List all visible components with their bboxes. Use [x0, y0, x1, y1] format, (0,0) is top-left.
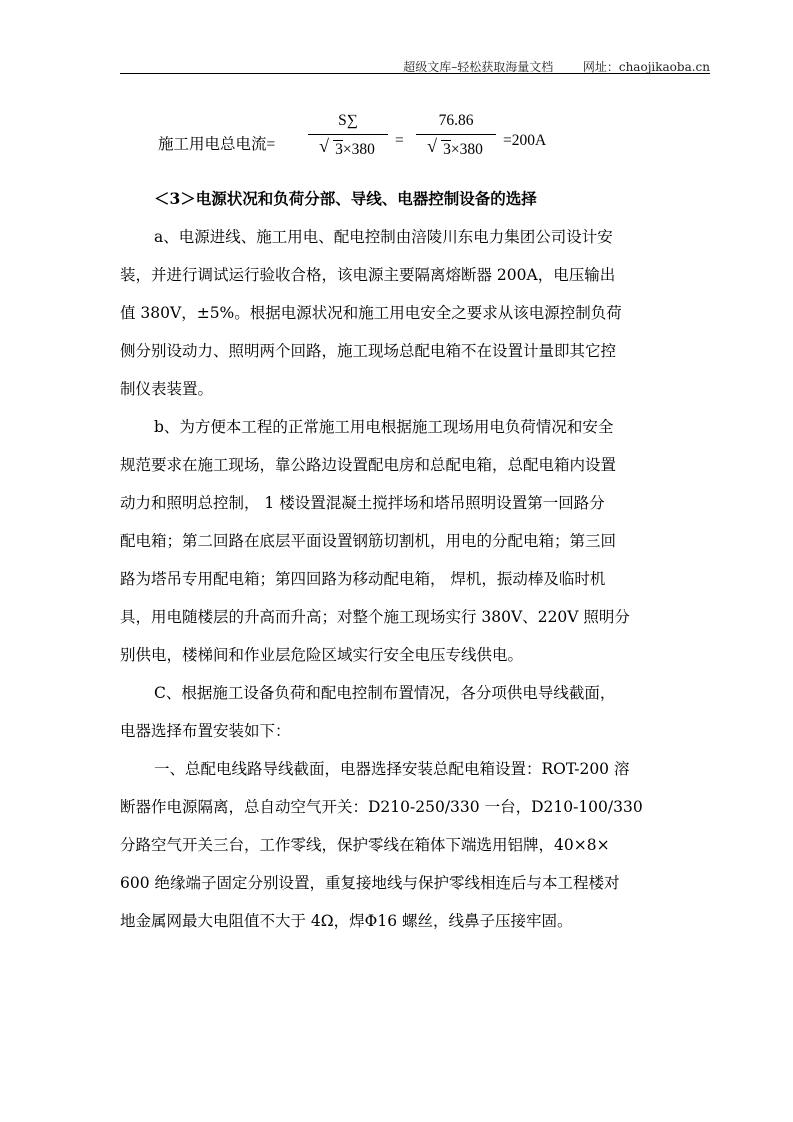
formula-fraction-2: [416, 110, 496, 161]
paragraph-line: 地金属网最大电阻值不大于 4Ω，焊Φ16 螺丝，线鼻子压接牢固。: [120, 912, 573, 930]
formula-equals: =: [395, 132, 404, 149]
paragraph-line: 制仪表装置。: [120, 380, 214, 398]
paragraph-line: b、为方便本工程的正常施工用电根据施工现场用电负荷情况和安全: [154, 418, 614, 436]
paragraph-line: 路为塔吊专用配电箱；第四回路为移动配电箱， 焊机，振动棒及临时机: [120, 570, 606, 588]
paragraph-line: a、电源进线、施工用电、配电控制由涪陵川东电力集团公司设计安: [154, 228, 613, 246]
paragraph-line: 装，并进行调试运行验收合格，该电源主要隔离熔断器 200A，电压输出: [120, 266, 616, 284]
sqrt-icon: √ 3: [429, 139, 451, 161]
formula-label: 施工用电总电流=: [158, 136, 276, 153]
header-url: 网址：chaojikaoba.cn: [582, 60, 710, 74]
paragraph-line: C、根据施工设备负荷和配电控制布置情况，各分项供电导线截面，: [154, 684, 616, 702]
paragraph-line: 规范要求在施工现场，靠公路边设置配电房和总配电箱，总配电箱内设置: [120, 456, 617, 474]
paragraph-line: 具，用电随楼层的升高而升高；对整个施工现场实行 380V、220V 照明分: [120, 608, 630, 626]
paragraph-line: 分路空气开关三台，工作零线，保护零线在箱体下端选用铝牌，40×8×: [120, 836, 610, 854]
paragraph-line: 别供电，楼梯间和作业层危险区域实行安全电压专线供电。: [120, 646, 524, 664]
paragraph-line: 电器选择布置安装如下：: [120, 722, 291, 740]
paragraph-line: 600 绝缘端子固定分别设置，重复接地线与保护零线相连后与本工程楼对: [120, 874, 620, 892]
fraction-1-denominator: √ 3×380: [308, 139, 388, 161]
paragraph-line: 断器作电源隔离，总自动空气开关：D210-250/330 一台，D210-100/330: [120, 798, 643, 816]
fraction-2-numerator: 76.86: [438, 112, 474, 129]
header-site-text: 超级文库–轻松获取海量文档: [403, 60, 554, 74]
sqrt-icon: √ 3: [321, 139, 343, 161]
formula-fraction-1: [308, 110, 388, 161]
paragraph-line: 配电箱；第二回路在底层平面设置钢筋切割机，用电的分配电箱；第三回: [120, 532, 617, 550]
paragraph-line: 一、总配电线路导线截面，电器选择安装总配电箱设置：ROT-200 溶: [154, 760, 630, 778]
header-rule: [120, 73, 710, 74]
fraction-2-denominator: √ 3×380: [416, 139, 496, 161]
paragraph-line: 侧分别设动力、照明两个回路，施工现场总配电箱不在设置计量即其它控: [120, 342, 617, 360]
paragraph-line: 值 380V，±5%。根据电源状况和施工用电安全之要求从该电源控制负荷: [120, 304, 622, 322]
section-heading: ＜3＞电源状况和负荷分部、导线、电器控制设备的选择: [154, 189, 537, 208]
paragraph-line: 动力和照明总控制， 1 楼设置混凝土搅拌场和塔吊照明设置第一回路分: [120, 494, 605, 512]
fraction-1-numerator: S∑: [338, 112, 358, 129]
formula-result: =200A: [503, 132, 547, 149]
